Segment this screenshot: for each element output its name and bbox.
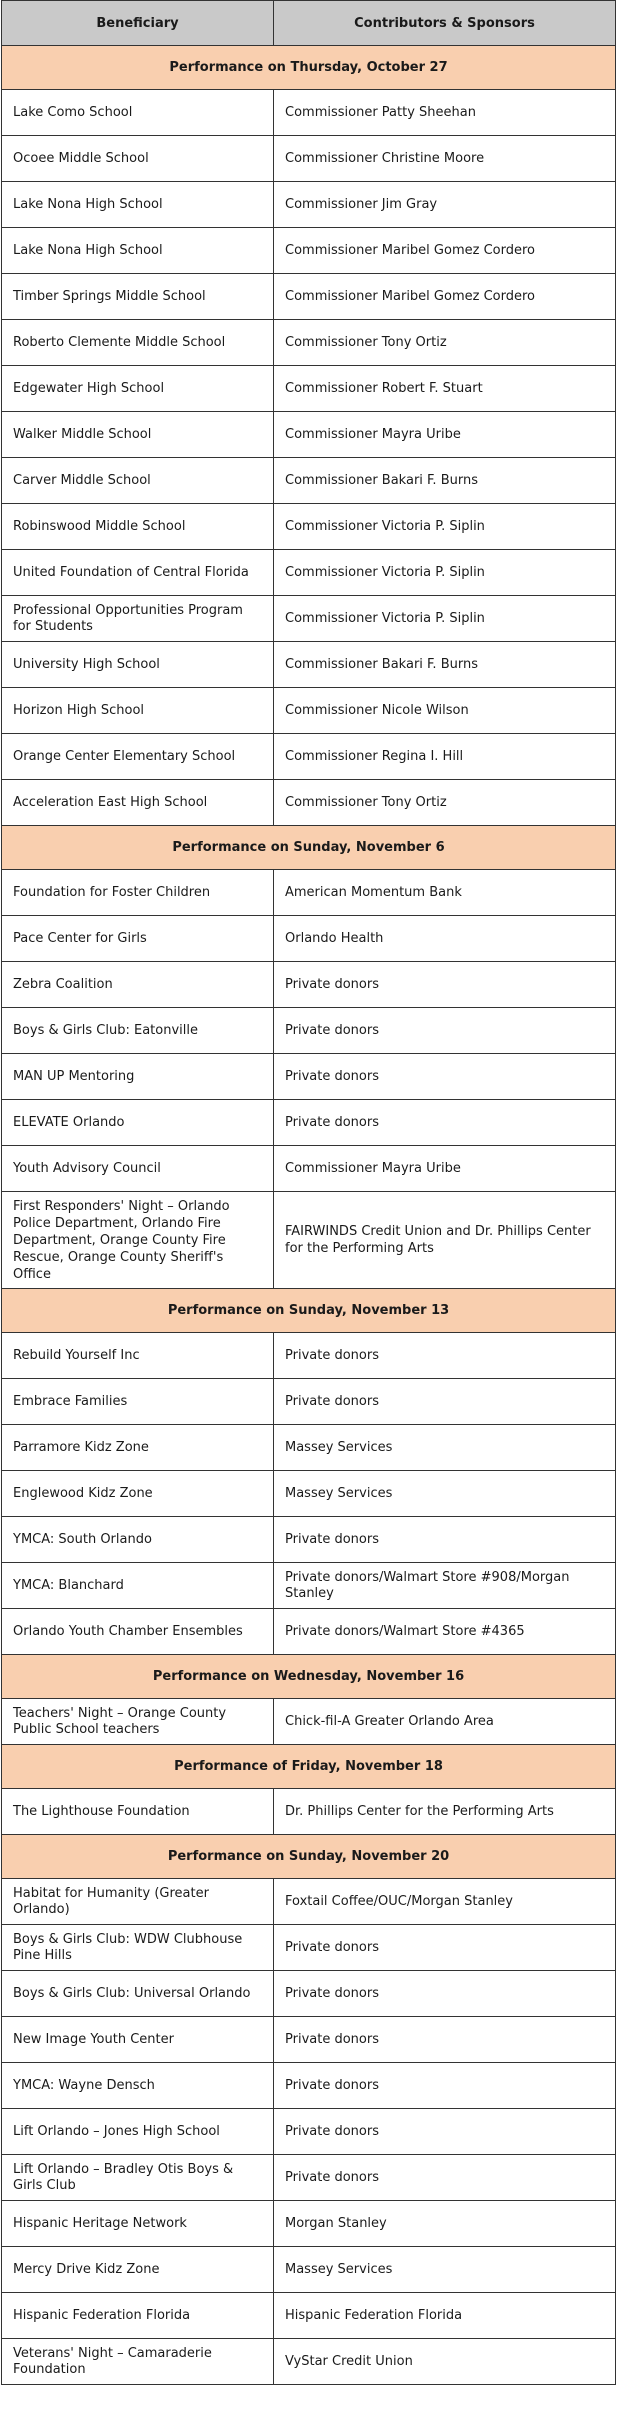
sponsor-cell: Private donors bbox=[274, 1054, 616, 1100]
table-row bbox=[2, 1517, 616, 1563]
table-row bbox=[2, 136, 616, 182]
table-row bbox=[2, 504, 616, 550]
sponsor-cell: Commissioner Patty Sheehan bbox=[274, 90, 616, 136]
table-row bbox=[2, 274, 616, 320]
sponsor-cell: Orlando Health bbox=[274, 916, 616, 962]
table-row bbox=[2, 90, 616, 136]
sponsor-cell: Private donors bbox=[274, 1379, 616, 1425]
sponsor-cell: Private donors bbox=[274, 2063, 616, 2109]
sponsor-cell: Dr. Phillips Center for the Performing Arts bbox=[274, 1789, 616, 1835]
table-row bbox=[2, 2293, 616, 2339]
beneficiary-cell: Boys & Girls Club: Eatonville bbox=[2, 1008, 274, 1054]
sponsor-cell: American Momentum Bank bbox=[274, 870, 616, 916]
sponsor-cell: Commissioner Bakari F. Burns bbox=[274, 458, 616, 504]
sponsor-cell: Chick-fil-A Greater Orlando Area bbox=[274, 1699, 616, 1745]
sponsor-cell: FAIRWINDS Credit Union and Dr. Phillips Center for the Performing Arts bbox=[274, 1192, 616, 1289]
table-row bbox=[2, 1192, 616, 1289]
beneficiary-cell: Orlando Youth Chamber Ensembles bbox=[2, 1609, 274, 1655]
table-row bbox=[2, 1699, 616, 1745]
table-row bbox=[2, 1563, 616, 1609]
table-row bbox=[2, 2339, 616, 2385]
sponsor-cell: Foxtail Coffee/OUC/Morgan Stanley bbox=[274, 1879, 616, 1925]
sponsor-cell: Commissioner Bakari F. Burns bbox=[274, 642, 616, 688]
beneficiary-cell: Professional Opportunities Program for Students bbox=[2, 596, 274, 642]
sponsor-cell: Massey Services bbox=[274, 2247, 616, 2293]
table-row bbox=[2, 734, 616, 780]
beneficiary-cell: United Foundation of Central Florida bbox=[2, 550, 274, 596]
table-row bbox=[2, 1609, 616, 1655]
table-row bbox=[2, 916, 616, 962]
beneficiary-cell: Englewood Kidz Zone bbox=[2, 1471, 274, 1517]
beneficiary-cell: Robinswood Middle School bbox=[2, 504, 274, 550]
beneficiary-cell: New Image Youth Center bbox=[2, 2017, 274, 2063]
beneficiary-cell: Lift Orlando – Bradley Otis Boys & Girls Club bbox=[2, 2155, 274, 2201]
section-title: Performance on Wednesday, November 16 bbox=[2, 1655, 616, 1699]
sponsor-cell: Private donors bbox=[274, 2109, 616, 2155]
sponsor-cell: Private donors bbox=[274, 1100, 616, 1146]
beneficiary-cell: University High School bbox=[2, 642, 274, 688]
beneficiary-cell: Carver Middle School bbox=[2, 458, 274, 504]
beneficiary-cell: Acceleration East High School bbox=[2, 780, 274, 826]
table-row bbox=[2, 228, 616, 274]
header-contributors-sponsors: Contributors & Sponsors bbox=[274, 1, 616, 46]
sponsor-cell: Commissioner Mayra Uribe bbox=[274, 1146, 616, 1192]
sponsor-cell: Private donors/Walmart Store #908/Morgan Stanley bbox=[274, 1563, 616, 1609]
beneficiary-cell: Lake Como School bbox=[2, 90, 274, 136]
table-row bbox=[2, 780, 616, 826]
beneficiary-cell: Boys & Girls Club: Universal Orlando bbox=[2, 1971, 274, 2017]
beneficiary-cell: YMCA: Blanchard bbox=[2, 1563, 274, 1609]
beneficiary-cell: Youth Advisory Council bbox=[2, 1146, 274, 1192]
table-row bbox=[2, 320, 616, 366]
sponsor-cell: Commissioner Victoria P. Siplin bbox=[274, 596, 616, 642]
beneficiary-cell: Horizon High School bbox=[2, 688, 274, 734]
beneficiary-cell: Lake Nona High School bbox=[2, 182, 274, 228]
section-title: Performance on Thursday, October 27 bbox=[2, 46, 616, 90]
beneficiary-cell: Lift Orlando – Jones High School bbox=[2, 2109, 274, 2155]
table-row bbox=[2, 458, 616, 504]
section-header-row bbox=[2, 1835, 616, 1879]
beneficiary-cell: YMCA: South Orlando bbox=[2, 1517, 274, 1563]
sponsor-cell: Commissioner Tony Ortiz bbox=[274, 780, 616, 826]
beneficiary-cell: Roberto Clemente Middle School bbox=[2, 320, 274, 366]
table-row bbox=[2, 642, 616, 688]
beneficiary-cell: Rebuild Yourself Inc bbox=[2, 1333, 274, 1379]
table-row bbox=[2, 688, 616, 734]
table-row bbox=[2, 1879, 616, 1925]
beneficiary-cell: Parramore Kidz Zone bbox=[2, 1425, 274, 1471]
table-row bbox=[2, 870, 616, 916]
sponsor-cell: Commissioner Victoria P. Siplin bbox=[274, 550, 616, 596]
table-row bbox=[2, 2155, 616, 2201]
sponsor-cell: Massey Services bbox=[274, 1425, 616, 1471]
beneficiary-cell: Edgewater High School bbox=[2, 366, 274, 412]
beneficiary-cell: Zebra Coalition bbox=[2, 962, 274, 1008]
beneficiary-cell: Timber Springs Middle School bbox=[2, 274, 274, 320]
beneficiary-cell: Walker Middle School bbox=[2, 412, 274, 458]
beneficiary-cell: Pace Center for Girls bbox=[2, 916, 274, 962]
sponsor-cell: Commissioner Nicole Wilson bbox=[274, 688, 616, 734]
beneficiary-cell: Hispanic Federation Florida bbox=[2, 2293, 274, 2339]
table-row bbox=[2, 550, 616, 596]
beneficiary-cell: Boys & Girls Club: WDW Clubhouse Pine Hills bbox=[2, 1925, 274, 1971]
table-row bbox=[2, 2247, 616, 2293]
beneficiary-cell: Orange Center Elementary School bbox=[2, 734, 274, 780]
beneficiary-cell: The Lighthouse Foundation bbox=[2, 1789, 274, 1835]
header-row bbox=[2, 1, 616, 46]
sponsor-cell: Private donors bbox=[274, 1008, 616, 1054]
table-row bbox=[2, 182, 616, 228]
section-header-row bbox=[2, 1289, 616, 1333]
section-header-row bbox=[2, 1745, 616, 1789]
table-row bbox=[2, 366, 616, 412]
sponsor-cell: Morgan Stanley bbox=[274, 2201, 616, 2247]
sponsor-cell: Commissioner Maribel Gomez Cordero bbox=[274, 274, 616, 320]
beneficiary-cell: Teachers' Night – Orange County Public School teachers bbox=[2, 1699, 274, 1745]
sponsor-cell: Commissioner Mayra Uribe bbox=[274, 412, 616, 458]
table-row bbox=[2, 1054, 616, 1100]
sponsor-cell: Commissioner Tony Ortiz bbox=[274, 320, 616, 366]
table-row bbox=[2, 1379, 616, 1425]
beneficiary-cell: Hispanic Heritage Network bbox=[2, 2201, 274, 2247]
table-row bbox=[2, 2109, 616, 2155]
sponsor-cell: Private donors bbox=[274, 962, 616, 1008]
table-row bbox=[2, 1925, 616, 1971]
sponsor-cell: Commissioner Jim Gray bbox=[274, 182, 616, 228]
sponsor-cell: Private donors bbox=[274, 1925, 616, 1971]
sponsor-cell: Private donors bbox=[274, 1517, 616, 1563]
sponsor-cell: VyStar Credit Union bbox=[274, 2339, 616, 2385]
beneficiary-cell: Habitat for Humanity (Greater Orlando) bbox=[2, 1879, 274, 1925]
table-row bbox=[2, 412, 616, 458]
table-row bbox=[2, 962, 616, 1008]
section-header-row bbox=[2, 46, 616, 90]
sponsor-cell: Commissioner Maribel Gomez Cordero bbox=[274, 228, 616, 274]
beneficiary-cell: YMCA: Wayne Densch bbox=[2, 2063, 274, 2109]
table-row bbox=[2, 1425, 616, 1471]
section-title: Performance on Sunday, November 13 bbox=[2, 1289, 616, 1333]
sponsor-cell: Private donors bbox=[274, 2017, 616, 2063]
table-row bbox=[2, 1146, 616, 1192]
table-row bbox=[2, 2201, 616, 2247]
sponsor-cell: Private donors bbox=[274, 2155, 616, 2201]
sponsor-cell: Private donors bbox=[274, 1333, 616, 1379]
table-row bbox=[2, 1789, 616, 1835]
table-row bbox=[2, 1008, 616, 1054]
sponsor-cell: Massey Services bbox=[274, 1471, 616, 1517]
section-title: Performance on Sunday, November 6 bbox=[2, 826, 616, 870]
table-row bbox=[2, 1471, 616, 1517]
beneficiary-cell: MAN UP Mentoring bbox=[2, 1054, 274, 1100]
beneficiary-cell: First Responders' Night – Orlando Police Department, Orlando Fire Department, Orange County Fire Rescue, Orange County Sheriff's Office bbox=[2, 1192, 274, 1289]
table-row bbox=[2, 596, 616, 642]
beneficiary-cell: Veterans' Night – Camaraderie Foundation bbox=[2, 2339, 274, 2385]
table-row bbox=[2, 2017, 616, 2063]
header-beneficiary: Beneficiary bbox=[2, 1, 274, 46]
beneficiary-cell: Foundation for Foster Children bbox=[2, 870, 274, 916]
table-row bbox=[2, 2063, 616, 2109]
section-header-row bbox=[2, 1655, 616, 1699]
beneficiary-cell: Lake Nona High School bbox=[2, 228, 274, 274]
beneficiary-cell: Ocoee Middle School bbox=[2, 136, 274, 182]
sponsor-cell: Commissioner Regina I. Hill bbox=[274, 734, 616, 780]
table-row bbox=[2, 1971, 616, 2017]
sponsor-cell: Commissioner Christine Moore bbox=[274, 136, 616, 182]
beneficiary-cell: ELEVATE Orlando bbox=[2, 1100, 274, 1146]
sponsor-cell: Private donors bbox=[274, 1971, 616, 2017]
sponsor-cell: Commissioner Robert F. Stuart bbox=[274, 366, 616, 412]
table-row bbox=[2, 1333, 616, 1379]
table-body bbox=[2, 46, 616, 2385]
table-row bbox=[2, 1100, 616, 1146]
sponsor-cell: Commissioner Victoria P. Siplin bbox=[274, 504, 616, 550]
beneficiary-cell: Embrace Families bbox=[2, 1379, 274, 1425]
beneficiaries-table bbox=[1, 0, 616, 2385]
section-title: Performance on Sunday, November 20 bbox=[2, 1835, 616, 1879]
sponsor-cell: Private donors/Walmart Store #4365 bbox=[274, 1609, 616, 1655]
sponsor-cell: Hispanic Federation Florida bbox=[274, 2293, 616, 2339]
section-header-row bbox=[2, 826, 616, 870]
section-title: Performance of Friday, November 18 bbox=[2, 1745, 616, 1789]
beneficiary-cell: Mercy Drive Kidz Zone bbox=[2, 2247, 274, 2293]
